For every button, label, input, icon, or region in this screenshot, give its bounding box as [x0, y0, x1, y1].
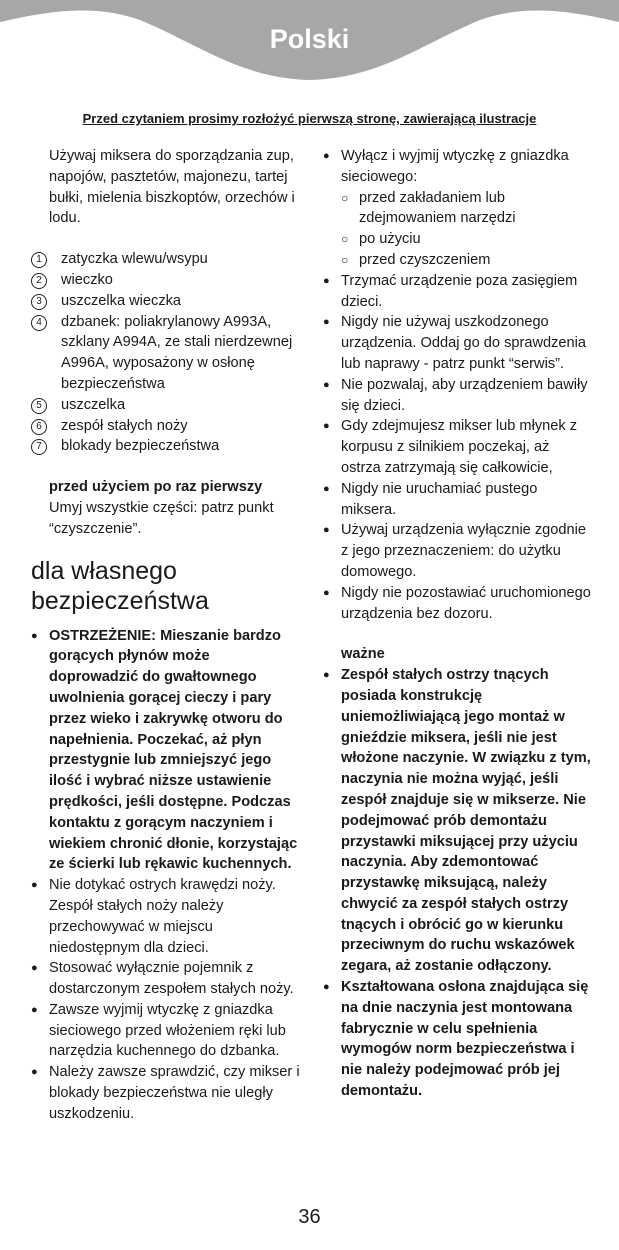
list-item: ● Zawsze wyjmij wtyczkę z gniazdka sieciowego przed włożeniem ręki lub narzędzia kuchennego do dzbanka.	[31, 1000, 301, 1062]
safety-heading: dla własnego bezpieczeństwa	[31, 556, 209, 615]
important-list	[323, 665, 593, 1102]
list-item	[31, 395, 301, 416]
list-item	[31, 249, 301, 270]
list-item: ● Nie dotykać ostrych krawędzi noży. Zespół stałych noży należy przechowywać w miejscu niedostępnym dla dzieci.	[31, 875, 301, 958]
list-item: ○ po użyciu	[341, 229, 593, 250]
list-item: ● OSTRZEŻENIE: Mieszanie bardzo gorących płynów może doprowadzić do gwałtownego uwolnienia gorącej cieczy i pary przez wieko i zakrywkę otworu do napełnienia. Poczekać, aż płyn przestygnie lub zmniejszyć jego ilość i wybrać niższe ustawienie prędkości, jeśli dostępne. Podczas kontaktu z gorącym naczyniem i wiekiem chronić dłonie, korzystając ze ścierki lub rękawic kuchennych.	[31, 626, 301, 876]
first-use-heading: przed użyciem po raz pierwszy	[49, 479, 263, 496]
list-item: ● Nie pozwalaj, aby urządzeniem bawiły się dzieci.	[323, 375, 593, 417]
list-item: ● Nigdy nie pozostawiać uruchomionego urządzenia bez dozoru.	[323, 583, 593, 625]
parts-list	[31, 249, 301, 457]
part-label: dzbanek: poliakrylanowy A993A, szklany A994A, ze stali nierdzewnej A996A, wyposażony w osłonę bezpieczeństwa	[61, 313, 293, 392]
language-header	[0, 0, 619, 100]
list-item: ○ przed zakładaniem lub zdejmowaniem narzędzi	[341, 188, 593, 230]
part-number: 7	[31, 439, 47, 455]
first-use-text: Umyj wszystkie części: patrz punkt “czyszczenie”.	[49, 499, 274, 537]
safety-list	[31, 626, 301, 1125]
part-label: zespół stałych noży	[61, 417, 188, 434]
list-item: ● Należy zawsze sprawdzić, czy mikser i blokady bezpieczeństwa nie uległy uszkodzeniu.	[31, 1062, 301, 1124]
part-number: 1	[31, 252, 47, 268]
list-item	[31, 416, 301, 437]
unplug-text: Wyłącz i wyjmij wtyczkę z gniazdka sieciowego:	[341, 148, 569, 185]
list-item: ● Zespół stałych ostrzy tnących posiada konstrukcję uniemożliwiającą jego montaż w gnieździe miksera, jeśli nie jest włożone naczynie. W związku z tym, naczynia nie można wyjąć, jeśli zespół znajduje się w mikserze. Nie podejmować prób demontażu przystawki miksującej przy użyciu naczynia. Aby zdemontować przystawkę miksującą, należy chwycić za zespół stałych ostrzy tnących i obrócić go w kierunku przeciwnym do ruchu wskazówek zegara, aż zostanie odłączony.	[323, 665, 593, 977]
part-label: blokady bezpieczeństwa	[61, 438, 220, 455]
part-number: 3	[31, 294, 47, 310]
list-item	[31, 312, 301, 395]
left-column	[31, 146, 301, 1125]
part-number: 6	[31, 419, 47, 435]
list-item	[31, 291, 301, 312]
list-item: ● Stosować wyłącznie pojemnik z dostarczonym zespołem stałych noży.	[31, 958, 301, 1000]
part-label: uszczelka wieczka	[61, 292, 182, 309]
list-item	[323, 146, 593, 271]
unplug-cases	[341, 188, 593, 271]
language-title: Polski	[269, 24, 350, 54]
list-item: ○ przed czyszczeniem	[341, 250, 593, 271]
list-item: ● Kształtowana osłona znajdująca się na dnie naczynia jest montowana fabrycznie w celu spełnienia wymogów norm bezpieczeństwa i nie należy podejmować prób jej demontażu.	[323, 977, 593, 1102]
list-item: ● Gdy zdejmujesz mikser lub młynek z korpusu z silnikiem poczekaj, aż ostrza zatrzymają się całkowicie,	[323, 416, 593, 478]
fold-out-notice: Przed czytaniem prosimy rozłożyć pierwszą stronę, zawierającą ilustracje	[82, 111, 537, 126]
important-heading: ważne	[341, 646, 385, 663]
safety-list-continued	[323, 146, 593, 624]
part-number: 5	[31, 398, 47, 414]
part-number: 4	[31, 315, 47, 331]
right-column	[323, 146, 593, 1102]
list-item: ● Nigdy nie uruchamiać pustego miksera.	[323, 479, 593, 521]
list-item: ● Trzymać urządzenie poza zasięgiem dzieci.	[323, 271, 593, 313]
part-number: 2	[31, 273, 47, 289]
list-item: ● Nigdy nie używaj uszkodzonego urządzenia. Oddaj go do sprawdzenia lub naprawy - patrz punkt “serwis”.	[323, 312, 593, 374]
part-label: uszczelka	[61, 396, 126, 413]
list-item	[31, 436, 301, 457]
part-label: zatyczka wlewu/wsypu	[61, 251, 208, 268]
list-item	[31, 270, 301, 291]
intro-text: Używaj miksera do sporządzania zup, napojów, pasztetów, majonezu, tartej bułki, mielenia biszkoptów, orzechów i lodu.	[49, 148, 295, 227]
list-item: ● Używaj urządzenia wyłącznie zgodnie z jego przeznaczeniem: do użytku domowego.	[323, 520, 593, 582]
page-number: 36	[298, 1206, 321, 1228]
part-label: wieczko	[61, 271, 113, 288]
